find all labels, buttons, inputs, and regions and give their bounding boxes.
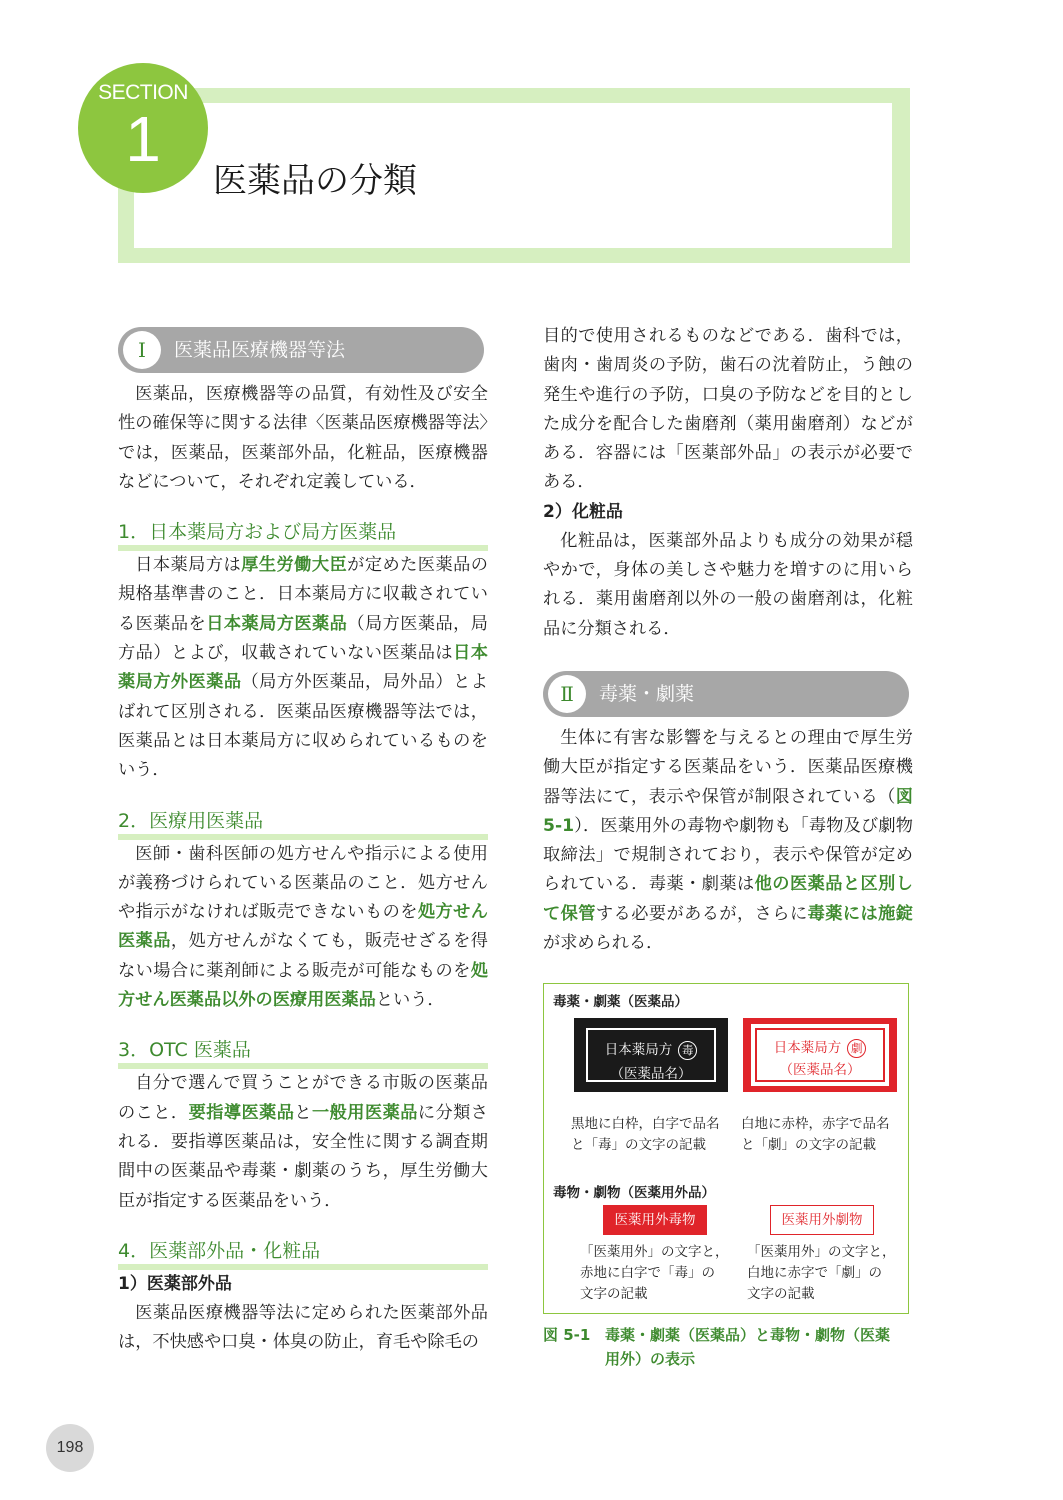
section-number: 1 bbox=[125, 103, 161, 175]
heading-2-label: 毒薬・劇薬 bbox=[599, 682, 695, 705]
heading-pill-2 bbox=[543, 671, 909, 717]
intro-paragraph: 医薬品，医療機器等の品質，有効性及び安全性の確保等に関する法律〈医薬品医療機器等法〉では，医薬品，医薬部外品，化粧品，医療機器などについて，それぞれ定義している． bbox=[118, 384, 488, 492]
paragraph-otc: 自分で選んで買うことができる市販の医薬品のこと．要指導医薬品と一般用医薬品に分類される．要指導医薬品は，安全性に関する調査期間中の医薬品や毒薬・劇薬のうち，厚生労働大臣が指定する医薬品をいう． bbox=[118, 1073, 488, 1211]
subheading-2: 2．医療用医薬品 bbox=[118, 808, 488, 840]
paragraph-cosmetics: 化粧品は，医薬部外品よりも成分の効果が穏やかで，身体の美しさや魅力を増すのに用いられる．薬用歯磨剤以外の一般の歯磨剤は，化粧品に分類される． bbox=[543, 530, 913, 639]
right-column bbox=[543, 322, 913, 958]
poison-seal: 毒 bbox=[678, 1041, 697, 1060]
non-drug-deleterious-note: 「医薬用外」の文字と， 白地に赤字で「劇」の 文字の記載 bbox=[747, 1244, 896, 1302]
heading-pill-1 bbox=[118, 327, 484, 373]
figure-caption-number: 図 5-1 bbox=[543, 1326, 591, 1344]
heading-1-label: 医薬品医療機器等法 bbox=[174, 339, 346, 361]
figure-caption-text: 毒薬・劇薬（医薬品）と毒物・劇物（医薬 bbox=[605, 1326, 891, 1344]
figure-heading-drugs: 毒薬・劇薬（医薬品） bbox=[553, 994, 688, 1010]
subheading-4: 4．医薬部外品・化粧品 bbox=[118, 1238, 488, 1270]
non-drug-poison-note: 「医薬用外」の文字と， 赤地に白字で「毒」の 文字の記載 bbox=[580, 1244, 729, 1302]
paragraph-quasi-drug: 医薬品医療機器等法に定められた医薬部外品は，不快感や口臭・体臭の防止，育毛や除毛の bbox=[118, 1302, 488, 1353]
figure-5-1 bbox=[543, 983, 909, 1314]
subheading-1: 1．日本薬局方および局方医薬品 bbox=[118, 519, 488, 551]
paragraph-pharmacopoeia: 日本薬局方は厚生労働大臣が定めた医薬品の規格基準書のこと．日本薬局方に収載されている医薬品を日本薬局方医薬品（局方医薬品，局方品）とよび，収載されていない医薬品は日本薬局方外医薬品（局方外医薬品，局外品）とよばれて区別される．医薬品医療機器等法では，医薬品とは日本薬局方に収められているものをいう． bbox=[118, 555, 488, 781]
figure-caption-text-2: 用外）の表示 bbox=[605, 1350, 696, 1368]
poison-label-sample bbox=[574, 1018, 728, 1092]
potent-label-note: 白地に赤枠，赤字で品名 と「劇」の文字の記載 bbox=[741, 1116, 890, 1153]
potent-label-drugname: （医薬品名） bbox=[779, 1062, 861, 1078]
poison-label-note: 黒地に白枠，白字で品名 と「毒」の文字の記載 bbox=[571, 1116, 720, 1153]
page-number: 198 bbox=[46, 1424, 94, 1472]
figure-caption bbox=[543, 1323, 913, 1371]
poison-label-drugname: （医薬品名） bbox=[610, 1066, 692, 1082]
subsubheading-cosmetics: 2）化粧品 bbox=[543, 501, 623, 522]
subheading-3: 3．OTC 医薬品 bbox=[118, 1037, 488, 1069]
paragraph-prescription: 医師・歯科医師の処方せんや指示による使用が義務づけられている医薬品のこと．処方せんや指示がなければ販売できないものを処方せん医薬品，処方せんがなくても，販売せざるを得ない場合に薬剤師による販売が可能なものを処方せん医薬品以外の医療用医薬品という． bbox=[118, 843, 488, 1011]
paragraph-poisons: 生体に有害な影響を与えるとの理由で厚生労働大臣が指定する医薬品をいう．医薬品医療機器等法にて，表示や保管が制限されている（図5-1）．医薬用外の毒物や劇物も「毒物及び劇物取締法」で規制されており，表示や保管が定められている．毒薬・劇薬は他の医薬品と区別して保管する必要があるが，さらに毒薬には施錠が求められる． bbox=[543, 727, 913, 954]
roman-numeral-1: Ⅰ bbox=[123, 331, 161, 369]
section-word: SECTION bbox=[98, 81, 188, 104]
figure-heading-non-drugs: 毒物・劇物（医薬用外品） bbox=[553, 1185, 715, 1201]
left-column bbox=[118, 327, 488, 1357]
potent-label-title: 日本薬局方 bbox=[773, 1040, 842, 1056]
potent-seal: 劇 bbox=[847, 1039, 866, 1058]
poison-label-title: 日本薬局方 bbox=[604, 1042, 673, 1058]
paragraph-quasi-drug-continued: 目的で使用されるものなどである．歯科では，歯肉・歯周炎の予防，歯石の沈着防止，う蝕の発生や進行の予防，口臭の予防などを目的とした成分を配合した歯磨剤（薬用歯磨剤）などがある．容器には「医薬部外品」の表示が必要である． bbox=[543, 326, 913, 493]
non-drug-poison-tag: 医薬用外毒物 bbox=[603, 1205, 707, 1235]
non-drug-deleterious-tag: 医薬用外劇物 bbox=[770, 1205, 874, 1235]
roman-numeral-2: Ⅱ bbox=[548, 675, 586, 713]
page-title: 医薬品の分類 bbox=[213, 161, 417, 201]
subsubheading-quasi-drug: 1）医薬部外品 bbox=[118, 1273, 232, 1294]
potent-label-sample bbox=[743, 1018, 897, 1092]
section-badge bbox=[78, 63, 208, 193]
